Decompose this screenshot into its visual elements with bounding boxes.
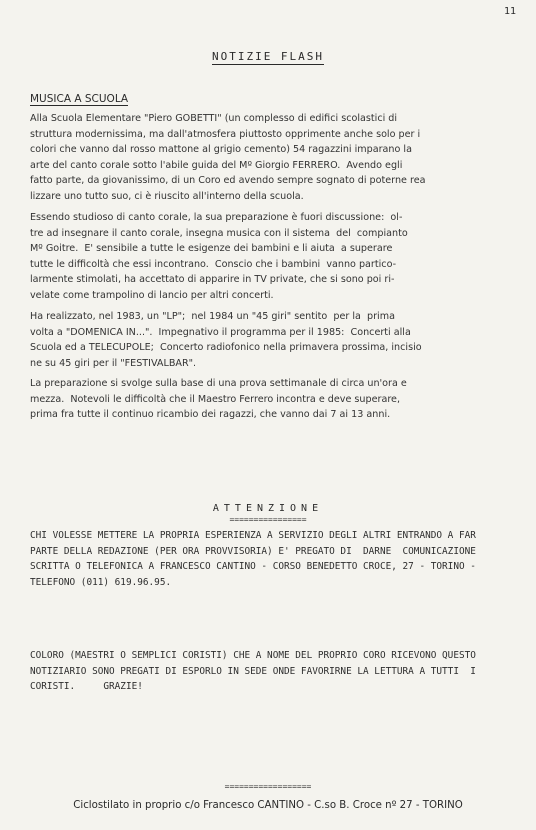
page-title: [0, 50, 536, 63]
paragraph-4: La preparazione si svolge sulla base di una prova settimanale di circa un'ora e mezza. Notevoli le difficoltà che il Maestro Ferrero incontra e deve superare, prima fra tutte il continuo ricambio dei ragazzi, che vanno dai 7 ai 13 anni.: [30, 378, 407, 421]
notice-collaboration: CHI VOLESSE METTERE LA PROPRIA ESPERIENZA A SERVIZIO DEGLI ALTRI ENTRANDO A FAR PARTE DELLA REDAZIONE (PER ORA PROVVISORIA) E' PREGATO DI DARNE COMUNICAZIONE SCRITTA O TELEFONICA A FRANCESCO CANTINO - CORSO BENEDETTO CROCE, 27 - TORINO - TELEFONO (011) 619.96.95.: [30, 530, 476, 588]
paragraph-3: Ha realizzato, nel 1983, un "LP"; nel 1984 un "45 giri" sentito per la prima volta a "DOMENICA IN...". Impegnativo il programma per il 1985: Concerti alla Scuola ed a TELECUPOLE; Concerto radiofonico nella primavera prossima, incisio ne su 45 giri per il "FESTIVALBAR".: [30, 311, 422, 369]
footer-text: Ciclostilato in proprio c/o Francesco CANTINO - C.so B. Croce nº 27 - TORINO: [73, 800, 463, 811]
section-heading: MUSICA A SCUOLA: [30, 93, 129, 105]
page-number: 11: [503, 6, 516, 17]
notice-display: COLORO (MAESTRI O SEMPLICI CORISTI) CHE A NOME DEL PROPRIO CORO RICEVONO QUESTO NOTIZIARIO SONO PREGATI DI ESPORLO IN SEDE ONDE FAVORIRNE LA LETTURA A TUTTI I CORISTI. GRAZIE!: [30, 650, 476, 693]
paragraph-2: Essendo studioso di canto corale, la sua preparazione è fuori discussione: ol- tre ad insegnare il canto corale, insegna musica con il sistema del compianto Mº Goitre. E' sensibile a tutte le esigenze dei bambini e li aiuta a superare tutte le difficoltà che essi incontrano. Conscio che i bambini vanno partico- larmente stimolati, ha accettato di apparire in TV private, che si sono poi ri- velate come trampolino di lancio per altri concerti.: [30, 212, 408, 301]
footer-divider: ==================: [224, 782, 312, 791]
attention-title: ATTENZIONE: [212, 503, 324, 514]
paragraph-1: Alla Scuola Elementare "Piero GOBETTI" (un complesso di edifici scolastici di struttura modernissima, ma dall'atmosfera piuttosto opprimente anche solo per i colori che vanno dal rosso mattone al grigio cemento) 54 ragazzini imparano la arte del canto corale sotto l'abile guida del Mº Giorgio FERRERO. Avendo egli fatto parte, da giovanissimo, di un Coro ed avendo sempre sognato di poterne rea lizzare uno tutto suo, ci è riuscito all'interno della scuola.: [30, 113, 426, 202]
attention-underline: ================: [229, 515, 307, 524]
page-title-text: NOTIZIE FLASH: [211, 50, 325, 63]
